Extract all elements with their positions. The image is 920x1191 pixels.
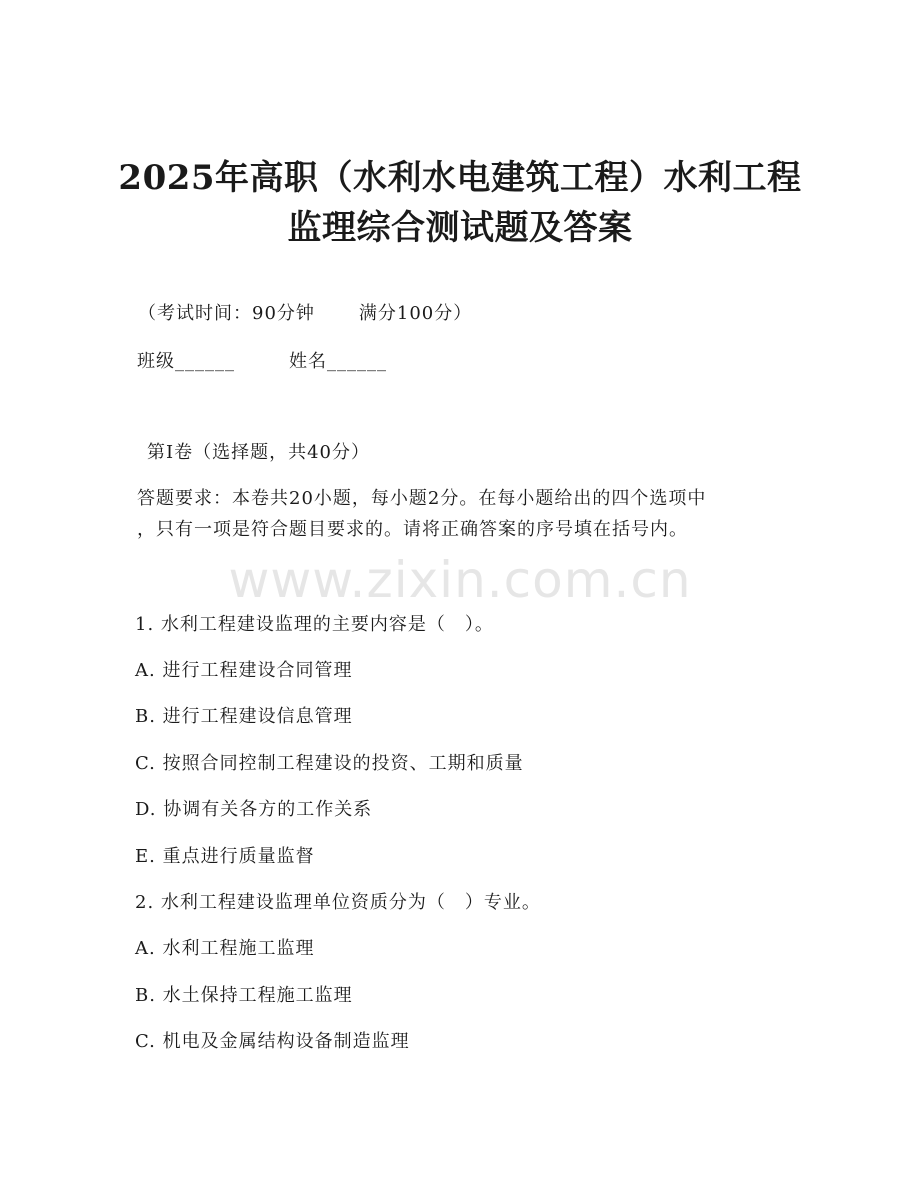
exam-info [138, 302, 472, 326]
instruction-line-2: ，只有一项是符合题目要求的。请将正确答案的序号填在括号内。 [137, 519, 688, 540]
section-title: 第Ⅰ卷（选择题，共40分） [147, 442, 371, 463]
exam-time: （考试时间：90分钟 [138, 303, 315, 324]
document-title-line-2: 监理综合测试题及答案 [287, 208, 633, 248]
student-info [137, 350, 387, 374]
question-option: B. 进行工程建设信息管理 [135, 706, 353, 727]
name-field[interactable]: 姓名______ [289, 351, 387, 372]
question-stem: 2. 水利工程建设监理单位资质分为（ ）专业。 [135, 892, 541, 913]
question-option: B. 水土保持工程施工监理 [135, 985, 353, 1006]
question-option: A. 水利工程施工监理 [135, 938, 315, 959]
question-option: A. 进行工程建设合同管理 [135, 660, 353, 681]
instruction-line-1: 答题要求：本卷共20小题，每小题2分。在每小题给出的四个选项中 [137, 488, 707, 509]
question-option: C. 按照合同控制工程建设的投资、工期和质量 [135, 753, 524, 774]
document-title-line-1: 2025年高职（水利水电建筑工程）水利工程 [118, 158, 802, 198]
class-field[interactable]: 班级______ [137, 351, 235, 372]
question-option: E. 重点进行质量监督 [135, 846, 315, 867]
watermark: www.zixin.com.cn [228, 551, 692, 609]
question-option: C. 机电及金属结构设备制造监理 [135, 1031, 410, 1052]
question-stem: 1. 水利工程建设监理的主要内容是（ ）。 [135, 614, 494, 635]
question-option: D. 协调有关各方的工作关系 [135, 799, 373, 820]
full-score: 满分100分） [358, 303, 473, 324]
